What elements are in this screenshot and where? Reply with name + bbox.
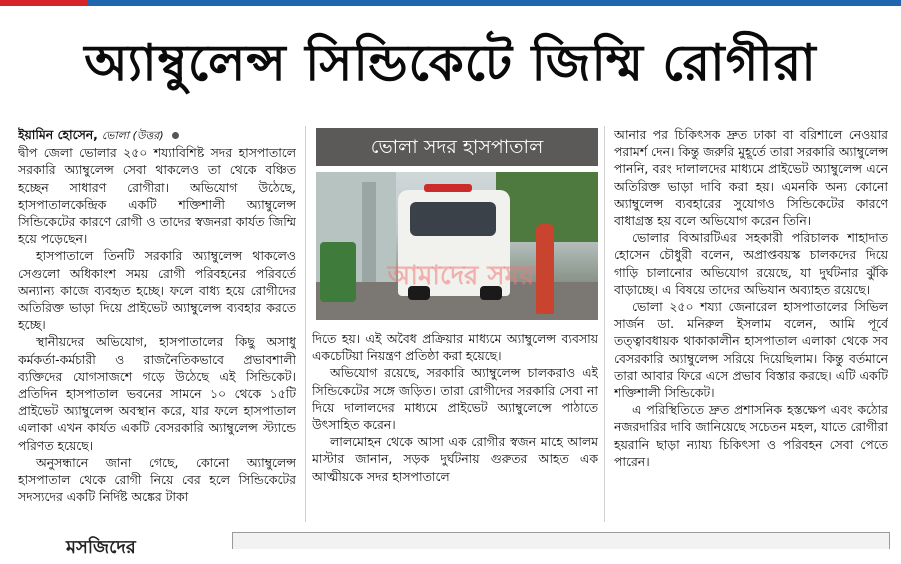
- next-article-headline-fragment: মসজিদের: [66, 537, 136, 558]
- paragraph: দ্বীপ জেলা ভোলার ২৫০ শয্যাবিশিষ্ট সদর হাসপাতালে সরকারি অ্যাম্বুলেন্স সেবা থাকলেও তা থেকে বঞ্চিত হচ্ছেন সাধারণ রোগীরা। অভিযোগ উঠেছে, হাসপাতালকেন্দ্রিক একটি শক্তিশালী অ্যাম্বুলেন্স সিন্ডিকেটের কারণে রোগী ও তাদের স্বজনরা কার্যত জিম্মি হয়ে পড়েছেন।: [18, 145, 296, 247]
- paragraph: দিতে হয়। এই অবৈধ প্রক্রিয়ার মাধ্যমে অ্যাম্বুলেন্স ব্যবসায় একচেটিয়া নিয়ন্ত্রণ প্রতিষ্ঠা করা হয়েছে।: [312, 331, 598, 364]
- bullet-dot-icon: [172, 132, 179, 139]
- byline-author: ইয়ামিন হোসেন,: [18, 127, 98, 142]
- top-color-bar: [0, 0, 901, 6]
- top-bar-red-segment: [0, 0, 88, 6]
- paragraph: অভিযোগ রয়েছে, সরকারি অ্যাম্বুলেন্স চালকরাও এই সিন্ডিকেটের সঙ্গে জড়িত। তারা রোগীদের সরকারি সেবা না দিয়ে দালালদের মাধ্যমে প্রাইভেট অ্যাম্বুলেন্সে পাঠাতে উৎসাহিত করেন।: [312, 365, 598, 433]
- paragraph: ভোলার বিআরটিএর সহকারী পরিচালক শাহাদাত হোসেন চৌধুরী বলেন, অপ্রাপ্তবয়স্ক চালকদের দিয়ে গাড়ি চালানোর অভিযোগ রয়েছে, যা দুর্ঘটনার ঝুঁকি বাড়াচ্ছে। এ বিষয়ে তাদের অভিযান অব্যাহত রয়েছে।: [614, 230, 888, 297]
- photo-caption: ভোলা সদর হাসপাতাল: [316, 128, 598, 166]
- column-divider-left: [305, 126, 306, 522]
- paragraph: অনুসন্ধানে জানা গেছে, কোনো অ্যাম্বুলেন্স হাসপাতাল থেকে রোগী নিয়ে বের হলে সিন্ডিকেটের সদস্যদের একটি নির্দিষ্ট অঙ্কের টাকা: [18, 454, 296, 505]
- photo-ambulance-windshield: [410, 202, 496, 236]
- article-column-2: [312, 330, 598, 522]
- article-column-1: [18, 126, 296, 522]
- column-divider-right: [604, 126, 605, 522]
- top-bar-blue-segment: [88, 0, 901, 6]
- paragraph: স্থানীয়দের অভিযোগ, হাসপাতালের কিছু অসাধু কর্মকর্তা-কর্মচারী ও রাজনৈতিকভাবে প্রভাবশালী ব্যক্তিদের যোগসাজশে গড়ে উঠেছে এই সিন্ডিকেট। প্রতিদিন হাসপাতাল ভবনের সামনে ১০ থেকে ১৫টি প্রাইভেট অ্যাম্বুলেন্স অবস্থান করে, যার ফলে হাসপাতাল এলাকা এখন কার্যত একটি বেসরকারি অ্যাম্বুলেন্স স্ট্যান্ডে পরিণত হয়েছে।: [18, 334, 296, 453]
- paragraph: হাসপাতালে তিনটি সরকারি অ্যাম্বুলেন্স থাকলেও সেগুলো অধিকাংশ সময় রোগী পরিবহনের পরিবর্তে অন্যান্য কাজে ব্যবহৃত হচ্ছে। ফলে বাধ্য হয়ে রোগীদের অতিরিক্ত ভাড়া দিয়ে প্রাইভেট অ্যাম্বুলেন্স ব্যবহার করতে হচ্ছে।: [18, 248, 296, 333]
- newspaper-watermark: আমাদের সময়: [387, 261, 535, 291]
- byline: [18, 126, 296, 144]
- paragraph: আনার পর চিকিৎসক দ্রুত ঢাকা বা বরিশালে নেওয়ার পরামর্শ দেন। কিন্তু জরুরি মুহূর্তে তারা সরকারি অ্যাম্বুলেন্স পাননি, বরং দালালদের মাধ্যমে প্রাইভেট অ্যাম্বুলেন্স এনে অতিরিক্ত ভাড়া দাবি করা হয়। এমনকি অন্য কোনো অ্যাম্বুলেন্স ব্যবহারের সুযোগও সিন্ডিকেটের কারণে বাধাগ্রস্ত হয় বলে অভিযোগ করেন তিনি।: [614, 127, 888, 229]
- article-headline: অ্যাম্বুলেন্স সিন্ডিকেটে জিম্মি রোগীরা: [84, 34, 817, 92]
- photo-ambulance-siren: [424, 184, 472, 192]
- byline-location: ভোলা (উত্তর): [101, 129, 164, 142]
- article-column-3: [614, 126, 888, 522]
- paragraph: এ পরিস্থিতিতে দ্রুত প্রশাসনিক হস্তক্ষেপ এবং কঠোর নজরদারির দাবি জানিয়েছে সচেতন মহল, যাতে রোগীরা হয়রানি ছাড়া ন্যায্য চিকিৎসা ও পরিবহন সেবা পেতে পারেন।: [614, 402, 888, 469]
- next-article-box: [232, 532, 890, 549]
- paragraph: ভোলা ২৫০ শয্যা জেনারেল হাসপাতালের সিভিল সার্জন ডা. মনিরুল ইসলাম বলেন, আমি পূর্বে তত্ত্বাবধায়ক থাকাকালীন হাসপাতাল এলাকা থেকে সব বেসরকারি অ্যাম্বুলেন্স সরিয়ে দিয়েছিলাম। কিন্তু বর্তমানে তারা আবার ফিরে এসে প্রভাব বিস্তার করছে। এটি একটি শক্তিশালী সিন্ডিকেট।: [614, 299, 888, 401]
- paragraph: লালমোহন থেকে আসা এক রোগীর স্বজন মাহে আলম মাস্টার জানান, সড়ক দুর্ঘটনায় গুরুতর আহত এক আত্মীয়কে সদর হাসপাতালে: [312, 434, 598, 484]
